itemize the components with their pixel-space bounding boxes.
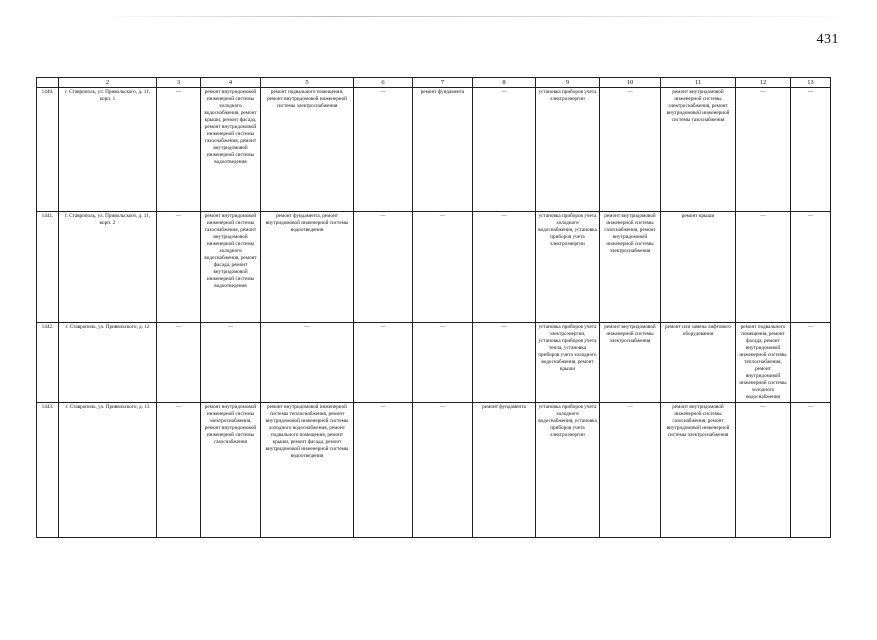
cell-col-13: — [791, 323, 831, 403]
header-col-6: 6 [354, 78, 413, 88]
cell-col-4: ремонт внутридомовой инженерной системы электроснабжения, ремонт внутридомовой инженерной системы газоснабжения [201, 403, 261, 538]
cell-col-12: ремонт подвального помещения, ремонт фасада, ремонт внутридомовой инженерной системы теплоснабжения, ремонт внутридомовой инженерной системы холодного водоснабжения [736, 323, 791, 403]
cell-col-8: — [473, 212, 536, 323]
cell-col-10: ремонт внутридомовой инженерной системы газоснабжения, ремонт внутридомовой инженерной системы электроснабжения [600, 212, 661, 323]
cell-col-12: — [736, 403, 791, 538]
row-number: 1440. [37, 88, 59, 212]
cell-col-8: — [473, 323, 536, 403]
cell-col-9: установка приборов учета электроэнергии [536, 88, 600, 212]
cell-col-6: — [354, 88, 413, 212]
row-address: г. Ставрополь, ул. Привольского, д. 11, корп. 1 [59, 88, 157, 212]
cell-col-3: — [157, 212, 201, 323]
table-row [37, 212, 831, 323]
row-number: 1443. [37, 403, 59, 538]
header-col-13: 13 [791, 78, 831, 88]
header-col-2: 2 [59, 78, 157, 88]
cell-col-10: — [600, 403, 661, 538]
cell-col-5: ремонт внутридомовой инженерной системы теплоснабжения, ремонт внутридомовой инженерной системы холодного водоснабжения, ремонт подвального помещения, ремонт крыши, ремонт фасада, ремонт внутридомовой инженерной системы водоотведения [261, 403, 354, 538]
row-address: г. Ставрополь, ул. Привольского, д. 13 [59, 403, 157, 538]
header-col-8: 8 [473, 78, 536, 88]
header-col-4: 4 [201, 78, 261, 88]
header-col-3: 3 [157, 78, 201, 88]
header-col-1 [37, 78, 59, 88]
cell-col-10: — [600, 88, 661, 212]
table-row [37, 403, 831, 538]
cell-col-4: ремонт внутридомовой инженерной системы газоснабжения, ремонт внутридомовой инженерной системы холодного водоснабжения, ремонт фасада, ремонт внутридомовой инженерной системы водоотведения [201, 212, 261, 323]
cell-col-13: — [791, 403, 831, 538]
cell-col-5: — [261, 323, 354, 403]
cell-col-7: — [413, 323, 473, 403]
cell-col-13: — [791, 212, 831, 323]
cell-col-5: ремонт подвального помещения, ремонт внутридомовой инженерной системы электроснабжения [261, 88, 354, 212]
row-address: г. Ставрополь, ул. Привольского, д. 11, корп. 2 [59, 212, 157, 323]
header-col-11: 11 [661, 78, 736, 88]
row-number: 1442. [37, 323, 59, 403]
repair-register-table [36, 77, 831, 538]
cell-col-3: — [157, 88, 201, 212]
cell-col-12: — [736, 212, 791, 323]
cell-col-11: ремонт крыши [661, 212, 736, 323]
header-col-12: 12 [736, 78, 791, 88]
cell-col-7: — [413, 403, 473, 538]
cell-col-4: — [201, 323, 261, 403]
header-col-7: 7 [413, 78, 473, 88]
cell-col-5: ремонт фундамента, ремонт внутридомовой инженерной системы водоотведения [261, 212, 354, 323]
table-row [37, 88, 831, 212]
header-row [37, 78, 831, 88]
cell-col-11: ремонт внутридомовой инженерной системы электроснабжения, ремонт внутридомовой инженерной системы газоснабжения [661, 88, 736, 212]
page-number: 431 [816, 32, 839, 47]
cell-col-7: — [413, 212, 473, 323]
cell-col-8: ремонт фундамента [473, 403, 536, 538]
scan-artifact-line [100, 16, 860, 17]
cell-col-10: ремонт внутридомовой инженерной системы электроснабжения [600, 323, 661, 403]
cell-col-3: — [157, 323, 201, 403]
header-col-10: 10 [600, 78, 661, 88]
cell-col-6: — [354, 403, 413, 538]
cell-col-9: установка приборов учета холодного водоснабжения, установка приборов учета электроэнергии [536, 403, 600, 538]
cell-col-4: ремонт внутридомовой инженерной системы холодного водоснабжения, ремонт крыши, ремонт фасада, ремонт внутридомовой инженерной системы газоснабжения, ремонт внутридомовой инженерной системы водоотведения [201, 88, 261, 212]
cell-col-9: установка приборов учета электроэнергии, установка приборов учета тепла, установка приборов учета холодного водоснабжения, ремонт крыши [536, 323, 600, 403]
cell-col-12: — [736, 88, 791, 212]
cell-col-13: — [791, 88, 831, 212]
cell-col-11: ремонт или замена лифтового оборудования [661, 323, 736, 403]
cell-col-11: ремонт внутридомовой инженерной системы газоснабжения, ремонт внутридомовой инженерной системы электроснабжения [661, 403, 736, 538]
cell-col-3: — [157, 403, 201, 538]
header-col-9: 9 [536, 78, 600, 88]
cell-col-7: ремонт фундамента [413, 88, 473, 212]
row-number: 1441. [37, 212, 59, 323]
cell-col-8: — [473, 88, 536, 212]
cell-col-6: — [354, 323, 413, 403]
row-address: г. Ставрополь, ул. Привольского, д. 12 [59, 323, 157, 403]
header-col-5: 5 [261, 78, 354, 88]
cell-col-9: установка приборов учета холодного водоснабжения, установка приборов учета электроэнергии [536, 212, 600, 323]
table-row [37, 323, 831, 403]
cell-col-6: — [354, 212, 413, 323]
